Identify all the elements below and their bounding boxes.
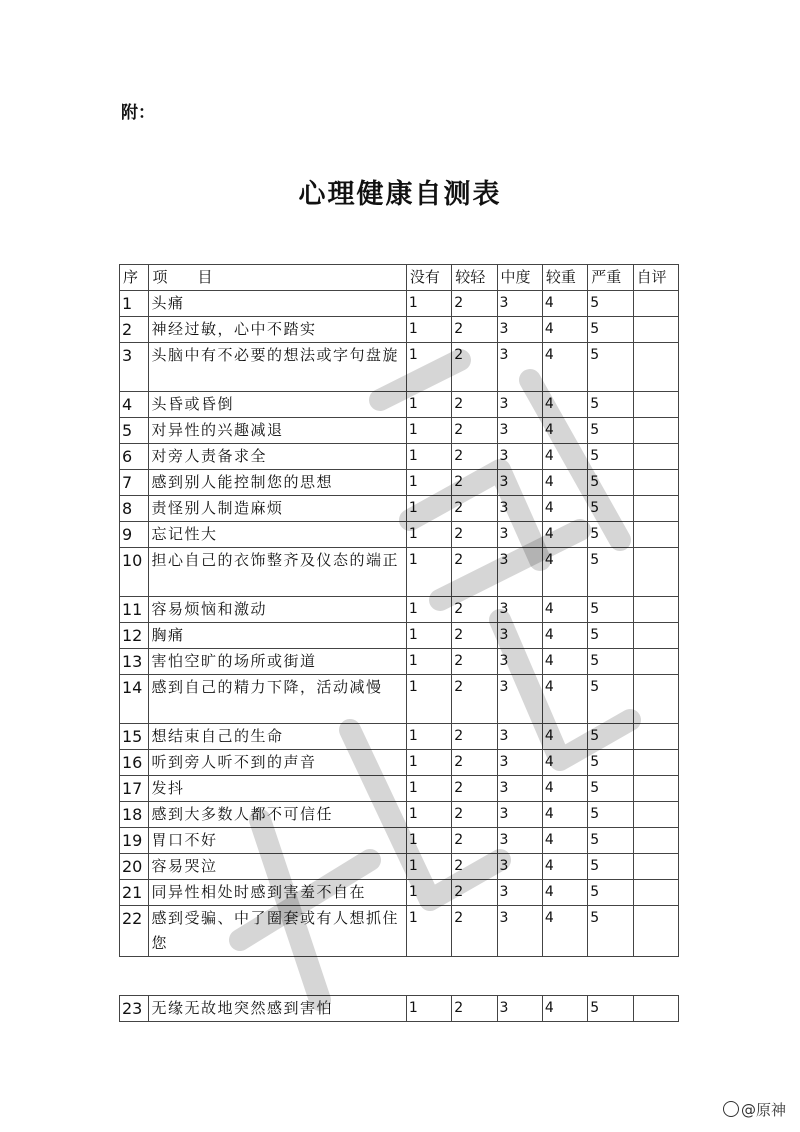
row-index: 18: [120, 802, 149, 828]
row-item: 对异性的兴趣减退: [149, 418, 406, 444]
table-row: [120, 470, 679, 496]
row-score-4: 4: [542, 343, 587, 392]
row-score-3: 3: [497, 854, 542, 880]
row-score-5: 5: [588, 418, 633, 444]
row-score-4: 4: [542, 597, 587, 623]
row-index: 15: [120, 724, 149, 750]
row-score-5: 5: [588, 828, 633, 854]
row-score-3: 3: [497, 828, 542, 854]
header-level-heavy: 较重: [542, 265, 587, 291]
row-index: 11: [120, 597, 149, 623]
header-row: [120, 265, 679, 291]
row-score-1: 1: [406, 522, 451, 548]
row-item: 发抖: [149, 776, 406, 802]
row-score-3: 3: [497, 802, 542, 828]
table-row: [120, 623, 679, 649]
row-score-1: 1: [406, 392, 451, 418]
table-row: [120, 906, 679, 957]
row-score-3: 3: [497, 750, 542, 776]
row-index: 4: [120, 392, 149, 418]
header-index: 序: [120, 265, 149, 291]
row-self-score: [633, 392, 678, 418]
row-score-4: 4: [542, 880, 587, 906]
row-self-score: [633, 418, 678, 444]
row-score-4: 4: [542, 418, 587, 444]
row-score-5: 5: [588, 623, 633, 649]
row-score-1: 1: [406, 597, 451, 623]
row-score-2: 2: [452, 291, 497, 317]
row-score-2: 2: [452, 675, 497, 724]
table-row: [120, 750, 679, 776]
row-score-5: 5: [588, 496, 633, 522]
row-score-2: 2: [452, 996, 497, 1022]
row-index: 19: [120, 828, 149, 854]
row-score-2: 2: [452, 649, 497, 675]
row-score-2: 2: [452, 444, 497, 470]
table-row: [120, 828, 679, 854]
row-score-1: 1: [406, 906, 451, 957]
row-item: 头痛: [149, 291, 406, 317]
corner-stamp: [723, 1099, 786, 1120]
row-item: 头昏或昏倒: [149, 392, 406, 418]
row-self-score: [633, 343, 678, 392]
row-item: 对旁人责备求全: [149, 444, 406, 470]
row-score-1: 1: [406, 343, 451, 392]
row-score-4: 4: [542, 470, 587, 496]
row-self-score: [633, 623, 678, 649]
row-score-1: 1: [406, 291, 451, 317]
row-score-1: 1: [406, 418, 451, 444]
row-score-2: 2: [452, 522, 497, 548]
appendix-label: 附：: [121, 103, 155, 123]
row-self-score: [633, 496, 678, 522]
row-score-5: 5: [588, 597, 633, 623]
row-score-3: 3: [497, 343, 542, 392]
row-self-score: [633, 724, 678, 750]
row-score-2: 2: [452, 854, 497, 880]
row-score-2: 2: [452, 724, 497, 750]
table-row: [120, 854, 679, 880]
corner-stamp-text: @原神: [740, 1101, 786, 1119]
row-score-1: 1: [406, 649, 451, 675]
header-item: 项 目: [149, 265, 406, 291]
row-score-5: 5: [588, 522, 633, 548]
header-level-moderate: 中度: [497, 265, 542, 291]
row-score-2: 2: [452, 906, 497, 957]
row-score-3: 3: [497, 496, 542, 522]
row-self-score: [633, 854, 678, 880]
row-item: 感到自己的精力下降，活动减慢: [149, 675, 406, 724]
row-item: 容易烦恼和激动: [149, 597, 406, 623]
row-item: 容易哭泣: [149, 854, 406, 880]
table-row: [120, 522, 679, 548]
page-title: 心理健康自测表: [298, 179, 502, 210]
paw-icon: [723, 1101, 739, 1117]
row-index: 23: [120, 996, 149, 1022]
table-row: [120, 724, 679, 750]
row-score-4: 4: [542, 317, 587, 343]
row-index: 7: [120, 470, 149, 496]
row-self-score: [633, 828, 678, 854]
row-item: 害怕空旷的场所或街道: [149, 649, 406, 675]
row-score-5: 5: [588, 291, 633, 317]
row-score-3: 3: [497, 675, 542, 724]
row-self-score: [633, 649, 678, 675]
row-score-4: 4: [542, 750, 587, 776]
row-score-5: 5: [588, 392, 633, 418]
row-score-4: 4: [542, 854, 587, 880]
row-score-2: 2: [452, 828, 497, 854]
row-score-2: 2: [452, 597, 497, 623]
table-row: [120, 880, 679, 906]
row-score-3: 3: [497, 444, 542, 470]
row-self-score: [633, 291, 678, 317]
row-score-2: 2: [452, 548, 497, 597]
row-score-4: 4: [542, 444, 587, 470]
table-row: [120, 649, 679, 675]
row-score-1: 1: [406, 470, 451, 496]
row-score-1: 1: [406, 623, 451, 649]
row-score-2: 2: [452, 317, 497, 343]
row-item: 忘记性大: [149, 522, 406, 548]
row-score-3: 3: [497, 392, 542, 418]
row-score-1: 1: [406, 317, 451, 343]
row-index: 8: [120, 496, 149, 522]
row-score-4: 4: [542, 291, 587, 317]
row-index: 3: [120, 343, 149, 392]
row-index: 9: [120, 522, 149, 548]
row-score-4: 4: [542, 906, 587, 957]
table-row: [120, 802, 679, 828]
table-row: [120, 317, 679, 343]
row-score-1: 1: [406, 880, 451, 906]
row-self-score: [633, 802, 678, 828]
row-score-5: 5: [588, 724, 633, 750]
row-item: 听到旁人听不到的声音: [149, 750, 406, 776]
row-item: 头脑中有不必要的想法或字句盘旋: [149, 343, 406, 392]
row-score-5: 5: [588, 317, 633, 343]
row-index: 21: [120, 880, 149, 906]
row-score-5: 5: [588, 343, 633, 392]
row-score-5: 5: [588, 675, 633, 724]
table-row: [120, 343, 679, 392]
row-item: 担心自己的衣饰整齐及仪态的端正: [149, 548, 406, 597]
row-score-4: 4: [542, 623, 587, 649]
row-self-score: [633, 996, 678, 1022]
row-self-score: [633, 317, 678, 343]
row-self-score: [633, 776, 678, 802]
table-row: [120, 444, 679, 470]
row-index: 22: [120, 906, 149, 957]
row-index: 2: [120, 317, 149, 343]
row-score-2: 2: [452, 802, 497, 828]
row-score-1: 1: [406, 675, 451, 724]
row-score-3: 3: [497, 548, 542, 597]
row-score-3: 3: [497, 470, 542, 496]
table-row: [120, 392, 679, 418]
header-level-severe: 严重: [588, 265, 633, 291]
row-score-5: 5: [588, 444, 633, 470]
row-index: 16: [120, 750, 149, 776]
row-index: 10: [120, 548, 149, 597]
table-row: [120, 418, 679, 444]
row-score-1: 1: [406, 802, 451, 828]
row-score-5: 5: [588, 906, 633, 957]
row-score-4: 4: [542, 522, 587, 548]
row-item: 责怪别人制造麻烦: [149, 496, 406, 522]
row-score-2: 2: [452, 623, 497, 649]
row-index: 13: [120, 649, 149, 675]
row-score-5: 5: [588, 776, 633, 802]
row-self-score: [633, 906, 678, 957]
table-row: [120, 291, 679, 317]
row-score-3: 3: [497, 418, 542, 444]
row-score-3: 3: [497, 649, 542, 675]
row-item: 同异性相处时感到害羞不自在: [149, 880, 406, 906]
table-row: [120, 496, 679, 522]
row-index: 1: [120, 291, 149, 317]
row-score-5: 5: [588, 880, 633, 906]
row-score-3: 3: [497, 906, 542, 957]
row-score-5: 5: [588, 802, 633, 828]
row-item: 感到别人能控制您的思想: [149, 470, 406, 496]
row-score-1: 1: [406, 854, 451, 880]
self-test-table: [119, 264, 679, 957]
row-index: 20: [120, 854, 149, 880]
row-index: 14: [120, 675, 149, 724]
row-score-4: 4: [542, 828, 587, 854]
table-row: [120, 675, 679, 724]
row-score-5: 5: [588, 649, 633, 675]
row-index: 6: [120, 444, 149, 470]
row-score-2: 2: [452, 776, 497, 802]
header-self-score: 自评: [633, 265, 678, 291]
row-score-4: 4: [542, 649, 587, 675]
table-row: [120, 776, 679, 802]
row-score-2: 2: [452, 880, 497, 906]
row-score-1: 1: [406, 548, 451, 597]
row-score-3: 3: [497, 291, 542, 317]
table-row: [120, 996, 679, 1022]
row-item: 胸痛: [149, 623, 406, 649]
row-score-2: 2: [452, 392, 497, 418]
row-score-1: 1: [406, 996, 451, 1022]
row-score-3: 3: [497, 996, 542, 1022]
row-score-4: 4: [542, 548, 587, 597]
row-self-score: [633, 750, 678, 776]
row-score-2: 2: [452, 750, 497, 776]
row-score-5: 5: [588, 470, 633, 496]
row-score-3: 3: [497, 880, 542, 906]
row-item: 胃口不好: [149, 828, 406, 854]
row-item: 想结束自己的生命: [149, 724, 406, 750]
row-score-1: 1: [406, 496, 451, 522]
row-score-3: 3: [497, 724, 542, 750]
row-item: 无缘无故地突然感到害怕: [149, 996, 406, 1022]
row-index: 17: [120, 776, 149, 802]
row-score-5: 5: [588, 750, 633, 776]
row-index: 12: [120, 623, 149, 649]
row-self-score: [633, 548, 678, 597]
row-self-score: [633, 597, 678, 623]
row-score-4: 4: [542, 724, 587, 750]
header-level-none: 没有: [406, 265, 451, 291]
self-test-table-continued: [119, 995, 679, 1022]
row-score-2: 2: [452, 496, 497, 522]
table-row: [120, 548, 679, 597]
row-self-score: [633, 444, 678, 470]
row-item: 感到大多数人都不可信任: [149, 802, 406, 828]
row-score-1: 1: [406, 444, 451, 470]
row-score-4: 4: [542, 675, 587, 724]
table-row: [120, 597, 679, 623]
row-index: 5: [120, 418, 149, 444]
row-self-score: [633, 470, 678, 496]
row-score-3: 3: [497, 522, 542, 548]
row-self-score: [633, 522, 678, 548]
row-score-4: 4: [542, 496, 587, 522]
row-score-3: 3: [497, 597, 542, 623]
row-score-2: 2: [452, 470, 497, 496]
row-score-5: 5: [588, 854, 633, 880]
row-score-1: 1: [406, 776, 451, 802]
row-score-3: 3: [497, 623, 542, 649]
row-score-2: 2: [452, 418, 497, 444]
row-score-4: 4: [542, 802, 587, 828]
row-score-5: 5: [588, 548, 633, 597]
row-score-4: 4: [542, 392, 587, 418]
row-score-5: 5: [588, 996, 633, 1022]
row-self-score: [633, 675, 678, 724]
row-score-2: 2: [452, 343, 497, 392]
row-score-1: 1: [406, 750, 451, 776]
row-score-4: 4: [542, 776, 587, 802]
row-score-1: 1: [406, 724, 451, 750]
row-item: 感到受骗、中了圈套或有人想抓住您: [149, 906, 406, 957]
table-body-continued: [120, 996, 679, 1022]
row-self-score: [633, 880, 678, 906]
row-score-3: 3: [497, 317, 542, 343]
row-score-3: 3: [497, 776, 542, 802]
row-score-4: 4: [542, 996, 587, 1022]
table-body: [120, 291, 679, 957]
row-item: 神经过敏，心中不踏实: [149, 317, 406, 343]
row-score-1: 1: [406, 828, 451, 854]
header-level-mild: 较轻: [452, 265, 497, 291]
